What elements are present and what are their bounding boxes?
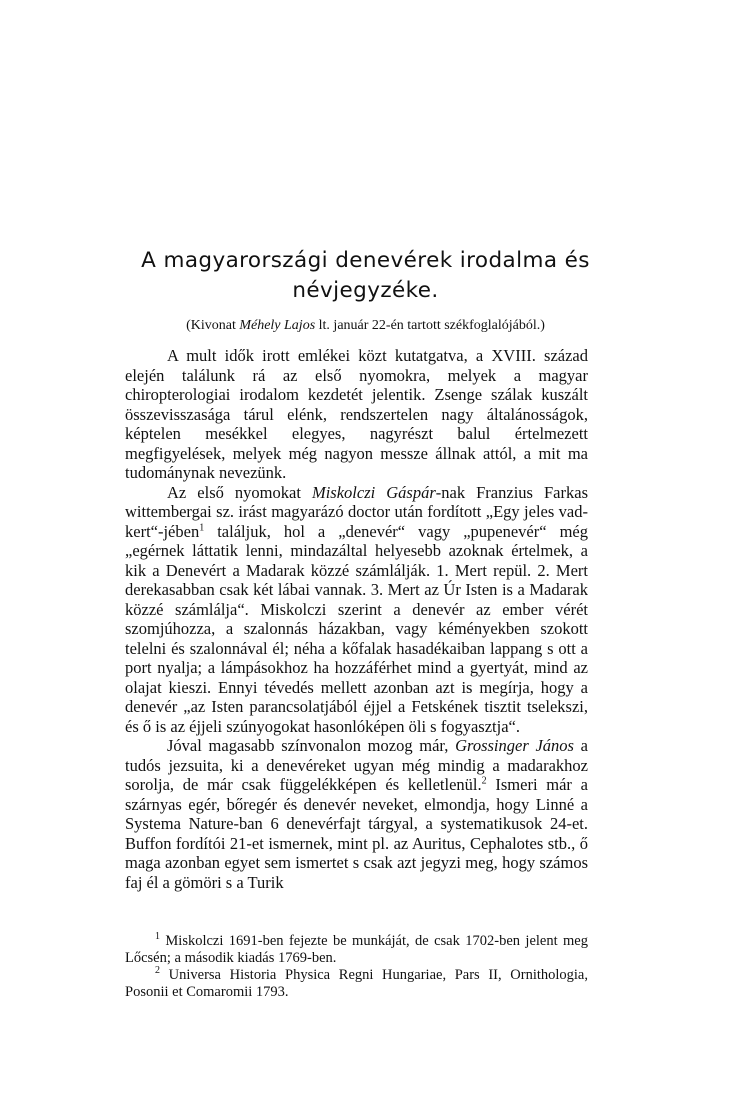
title-line-2: névjegyzéke. <box>292 278 439 303</box>
footnote-2-text: Universa Historia Physica Regni Hungariae, Pars II, Ornithologia, Posonii et Comaromii 1793. <box>125 967 588 1000</box>
article-body <box>125 346 588 892</box>
paragraph-2-text-a: Az első nyomokat <box>167 482 312 502</box>
footnote-ref-2: 2 <box>481 775 487 787</box>
subtitle-prefix: (Kivonat <box>186 318 240 333</box>
paragraph-1: A mult idők irott emlékei közt kutatgatva, a XVIII. század elején találunk rá az első nyomokra, melyek a magyar chiropterologiai irodalom kezdetét jelentik. Zsenge szálak kuszált összevisszasága tárul elénk, rendszertelen nagy általánosságok, képtelen mesékkel elegyes, nagyrészt balul értelmezett megfigyelések, melyek még nagyon messze állnak attól, a mit ma tudománynak nevezünk. <box>125 346 588 482</box>
paragraph-3-author-name: Grossinger János <box>455 736 574 755</box>
footnote-2-mark: 2 <box>155 965 160 977</box>
footnote-2 <box>125 967 588 1001</box>
footnote-1-mark: 1 <box>155 931 160 943</box>
paragraph-3-text-a: Jóval magasabb színvonalon mozog már, <box>167 736 456 755</box>
footnotes <box>125 933 588 1001</box>
paragraph-3-text-b: a tudós jezsuita, ki a denevéreket ugyan még mindig a madarakhoz sorolja, de már csak függelékképen és kelletlenül. <box>125 736 588 794</box>
subtitle-suffix: lt. január 22-én tartott székfoglalójából.) <box>315 318 545 333</box>
paragraph-2-text-b: -nak Franzius Farkas wittembergai sz. irást magyarázó doctor után fordított „Egy jeles vad-kert“-jében <box>125 482 588 541</box>
paragraph-3 <box>125 736 588 892</box>
footnote-1 <box>125 933 588 967</box>
paragraph-2 <box>125 483 588 737</box>
title-line-1: A magyarországi denevérek irodalma és <box>141 248 590 273</box>
article-title <box>60 246 671 306</box>
article-subtitle <box>60 317 671 335</box>
paragraph-2-text-c: találjuk, hol a „denevér“ vagy „pupenevér“ még „egérnek láttatik lenni, mindazáltal helyesebb azoknak értelmek, a kik a Denevért a Madarak közzé számlálják. 1. Mert repül. 2. Mert derekasabban csak két lábai vannak. 3. Mert az Úr Isten is a Madarak közzé számlálja“. Miskolczi szerint a denevér az ember vérét szomjúhozza, a szalonnás házakban, vagy kéményekben szokott telelni és szalonnával él; néha a kőfalak hasadékaiban lappang s ott a port nyalja; a lámpásokhoz ha hozzáférhet mind a gyertyát, mind az olajat kieszi. Ennyi tévedés mellett azonban azt is megírja, hogy a denevér „az Isten parancsolatjából éjjel a Fetskének tisztit tselekszi, és ő is az éjjeli szúnyogokat hasonlóképen öli s fogyasztja“. <box>125 521 588 736</box>
footnote-ref-1: 1 <box>199 522 205 533</box>
paragraph-3-text-c: Ismeri már a szárnyas egér, bőregér és denevér neveket, elmondja, hogy Linné a Systema Nature-ban 6 denevérfajt tárgyal, a systematikusok 24-et. Buffon fordítói 21-et ismernek, mint pl. az Auritus, Cephalotes stb., ő maga azonban egyet sem ismertet s csak azt jegyzi meg, hogy számos faj él a gömöri s a Turik <box>125 775 588 892</box>
paragraph-2-author-name: Miskolczi Gáspár <box>311 482 436 502</box>
footnote-1-text: Miskolczi 1691-ben fejezte be munkáját, de csak 1702-ben jelent meg Lőcsén; a második kiadás 1769-ben. <box>125 933 588 966</box>
subtitle-author: Méhely Lajos <box>239 318 316 333</box>
